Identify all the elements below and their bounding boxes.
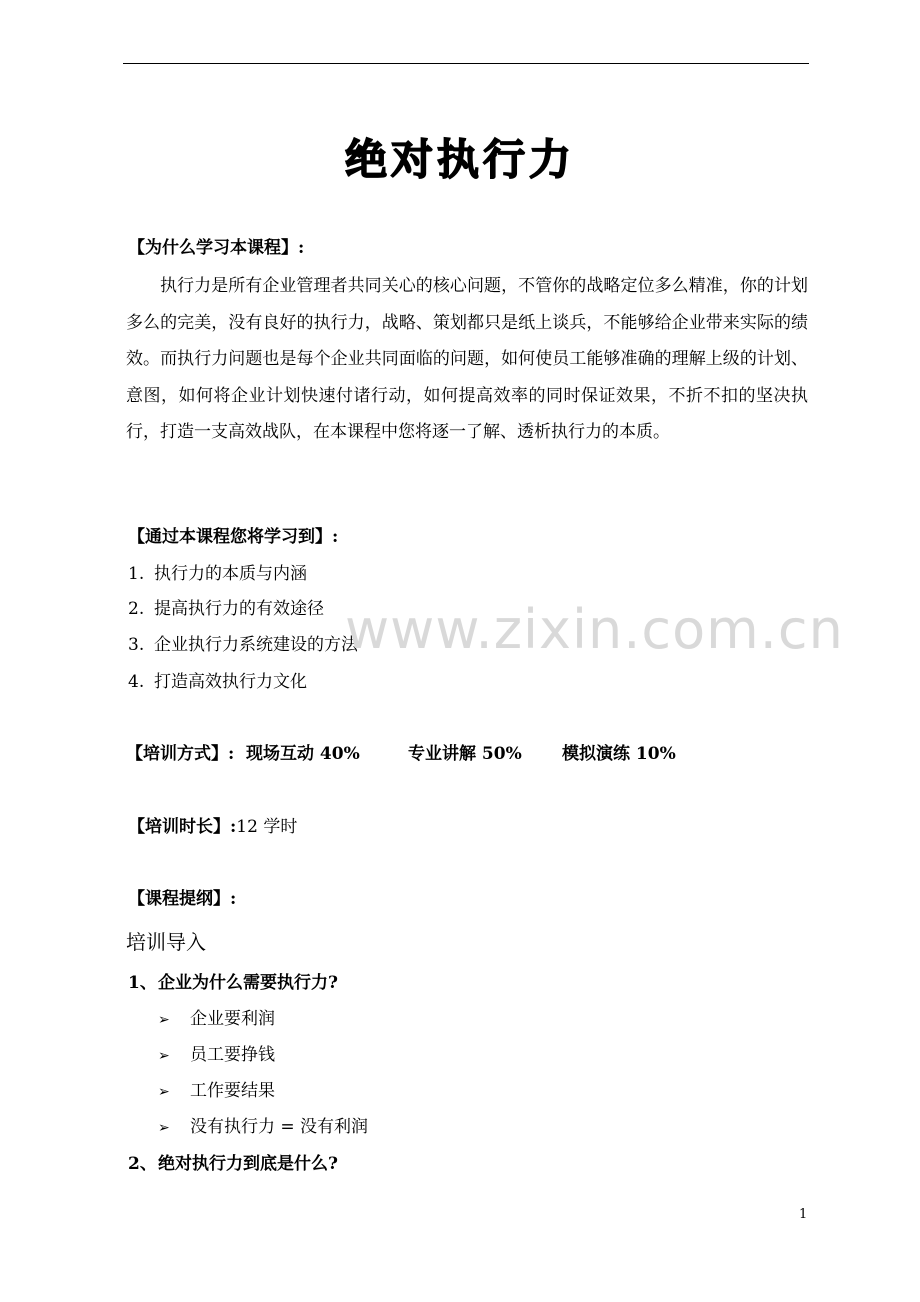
why-paragraph: 执行力是所有企业管理者共同关心的核心问题，不管你的战略定位多么精准，你的计划多么的完美，没有良好的执行力，战略、策划都只是纸上谈兵，不能够给企业带来实际的绩效。而执行力问题也是每个企业共同面临的问题，如何使员工能够准确的理解上级的计划、意图，如何将企业计划快速付诸行动，如何提高效率的同时保证效果，不折不扣的坚决执行，打造一支高效战队，在本课程中您将逐一了解、透析执行力的本质。 <box>126 276 808 442</box>
list-text: 提高执行力的有效途径 <box>154 599 324 619</box>
list-number: 3. <box>128 635 145 655</box>
arrow-bullet-icon: ➢ <box>158 1048 170 1064</box>
document-title: 绝对执行力 <box>344 135 575 184</box>
question-text: 绝对执行力到底是什么? <box>158 1154 338 1174</box>
method-item: 现场互动 40% <box>246 744 360 764</box>
learn-heading: 【通过本课程您将学习到】: <box>128 527 339 547</box>
question-number: 2、 <box>128 1154 157 1174</box>
bullet-item <box>158 1007 275 1032</box>
duration-line <box>128 815 297 839</box>
method-label: 【培训方式】: <box>126 744 235 764</box>
bullet-item <box>158 1115 368 1140</box>
list-item <box>128 633 358 657</box>
question-item <box>128 1152 338 1176</box>
question-text: 企业为什么需要执行力? <box>158 973 338 993</box>
question-item <box>128 971 338 995</box>
arrow-bullet-icon: ➢ <box>158 1084 170 1100</box>
why-heading: 【为什么学习本课程】: <box>128 238 305 258</box>
list-number: 1. <box>128 564 145 584</box>
arrow-bullet-icon: ➢ <box>158 1120 170 1136</box>
list-text: 打造高效执行力文化 <box>154 672 307 692</box>
bullet-item <box>158 1079 275 1104</box>
bullet-text: 没有执行力 = 没有利润 <box>190 1117 369 1137</box>
method-item: 模拟演练 10% <box>562 744 676 764</box>
list-number: 2. <box>128 599 145 619</box>
bullet-item <box>158 1043 275 1068</box>
method-item: 专业讲解 50% <box>408 744 522 764</box>
question-number: 1、 <box>128 973 157 993</box>
list-item <box>128 597 324 621</box>
page-number: 1 <box>799 1207 808 1222</box>
list-text: 执行力的本质与内涵 <box>154 564 307 584</box>
bullet-text: 工作要结果 <box>190 1081 275 1101</box>
watermark: www.zixin.com.cn <box>345 598 844 661</box>
list-item <box>128 562 307 586</box>
duration-label: 【培训时长】: <box>128 817 237 837</box>
arrow-bullet-icon: ➢ <box>158 1012 170 1028</box>
list-text: 企业执行力系统建设的方法 <box>154 635 358 655</box>
section-title: 培训导入 <box>126 930 206 954</box>
bullet-text: 员工要挣钱 <box>190 1045 275 1065</box>
duration-value: 12 学时 <box>236 817 298 837</box>
outline-heading: 【课程提纲】: <box>128 889 237 909</box>
list-number: 4. <box>128 672 145 692</box>
bullet-text: 企业要利润 <box>190 1009 275 1029</box>
header-rule <box>123 63 809 64</box>
list-item <box>128 670 307 694</box>
